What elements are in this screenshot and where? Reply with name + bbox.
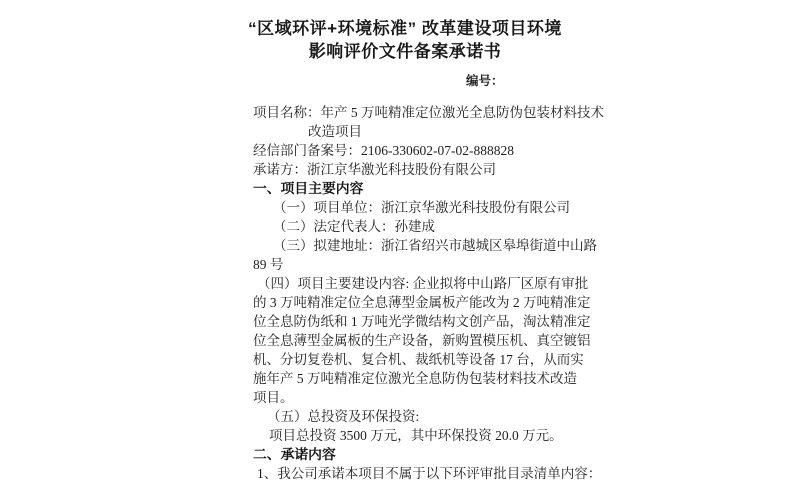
item-construction-content-line5: 机、分切复卷机、复合机、裁纸机等设备 17 台，从而实: [253, 352, 584, 367]
section2-heading: 二、承诺内容: [253, 447, 336, 462]
document-title-line2: 影响评价文件备案承诺书: [308, 42, 502, 61]
item-construction-content-line1: （四）项目主要建设内容: 企业拟将中山路厂区原有审批: [257, 276, 589, 291]
commitment-item-1: 1、我公司承诺本项目不属于以下环评审批目录清单内容：: [257, 466, 602, 481]
item-investment-heading: （五）总投资及环保投资:: [267, 409, 420, 424]
item-construction-content-line2: 的 3 万吨精准定位全息薄型金属板产能改为 2 万吨精准定: [253, 295, 591, 310]
promisor-line: 承诺方：浙江京华激光科技股份有限公司: [253, 162, 496, 177]
item-construction-content-line6: 施年产 5 万吨精准定位激光全息防伪包装材料技术改造: [253, 371, 577, 386]
item-construction-content-line7: 项目。: [253, 390, 294, 405]
project-name-line1: 项目名称：年产 5 万吨精准定位激光全息防伪包装材料技术: [253, 105, 604, 120]
document-body: [253, 103, 604, 483]
section1-heading: 一、项目主要内容: [253, 181, 364, 196]
serial-number-label: 编号：: [466, 74, 504, 88]
item-construction-content-line3: 位全息防伪纸和 1 万吨光学微结构文创产品，淘汰精准定: [253, 314, 591, 329]
filing-number-line: 经信部门备案号：2106-330602-07-02-888828: [253, 143, 514, 158]
item-site-address-line1: （三）拟建地址：浙江省绍兴市越城区皋埠街道中山路: [273, 238, 597, 253]
project-name-line2: 改造项目: [308, 124, 362, 139]
document-title: [243, 17, 567, 63]
item-project-unit: （一）项目单位：浙江京华激光科技股份有限公司: [273, 200, 570, 215]
item-legal-representative: （二）法定代表人：孙建成: [273, 219, 435, 234]
item-site-address-line2: 89 号: [253, 257, 284, 272]
document-title-line1: “区域环评+环境标准” 改革建设项目环境: [248, 19, 562, 38]
item-construction-content-line4: 位全息薄型金属板的生产设备，新购置模压机、真空镀铝: [253, 333, 591, 348]
item-investment-detail: 项目总投资 3500 万元，其中环保投资 20.0 万元。: [269, 428, 563, 443]
